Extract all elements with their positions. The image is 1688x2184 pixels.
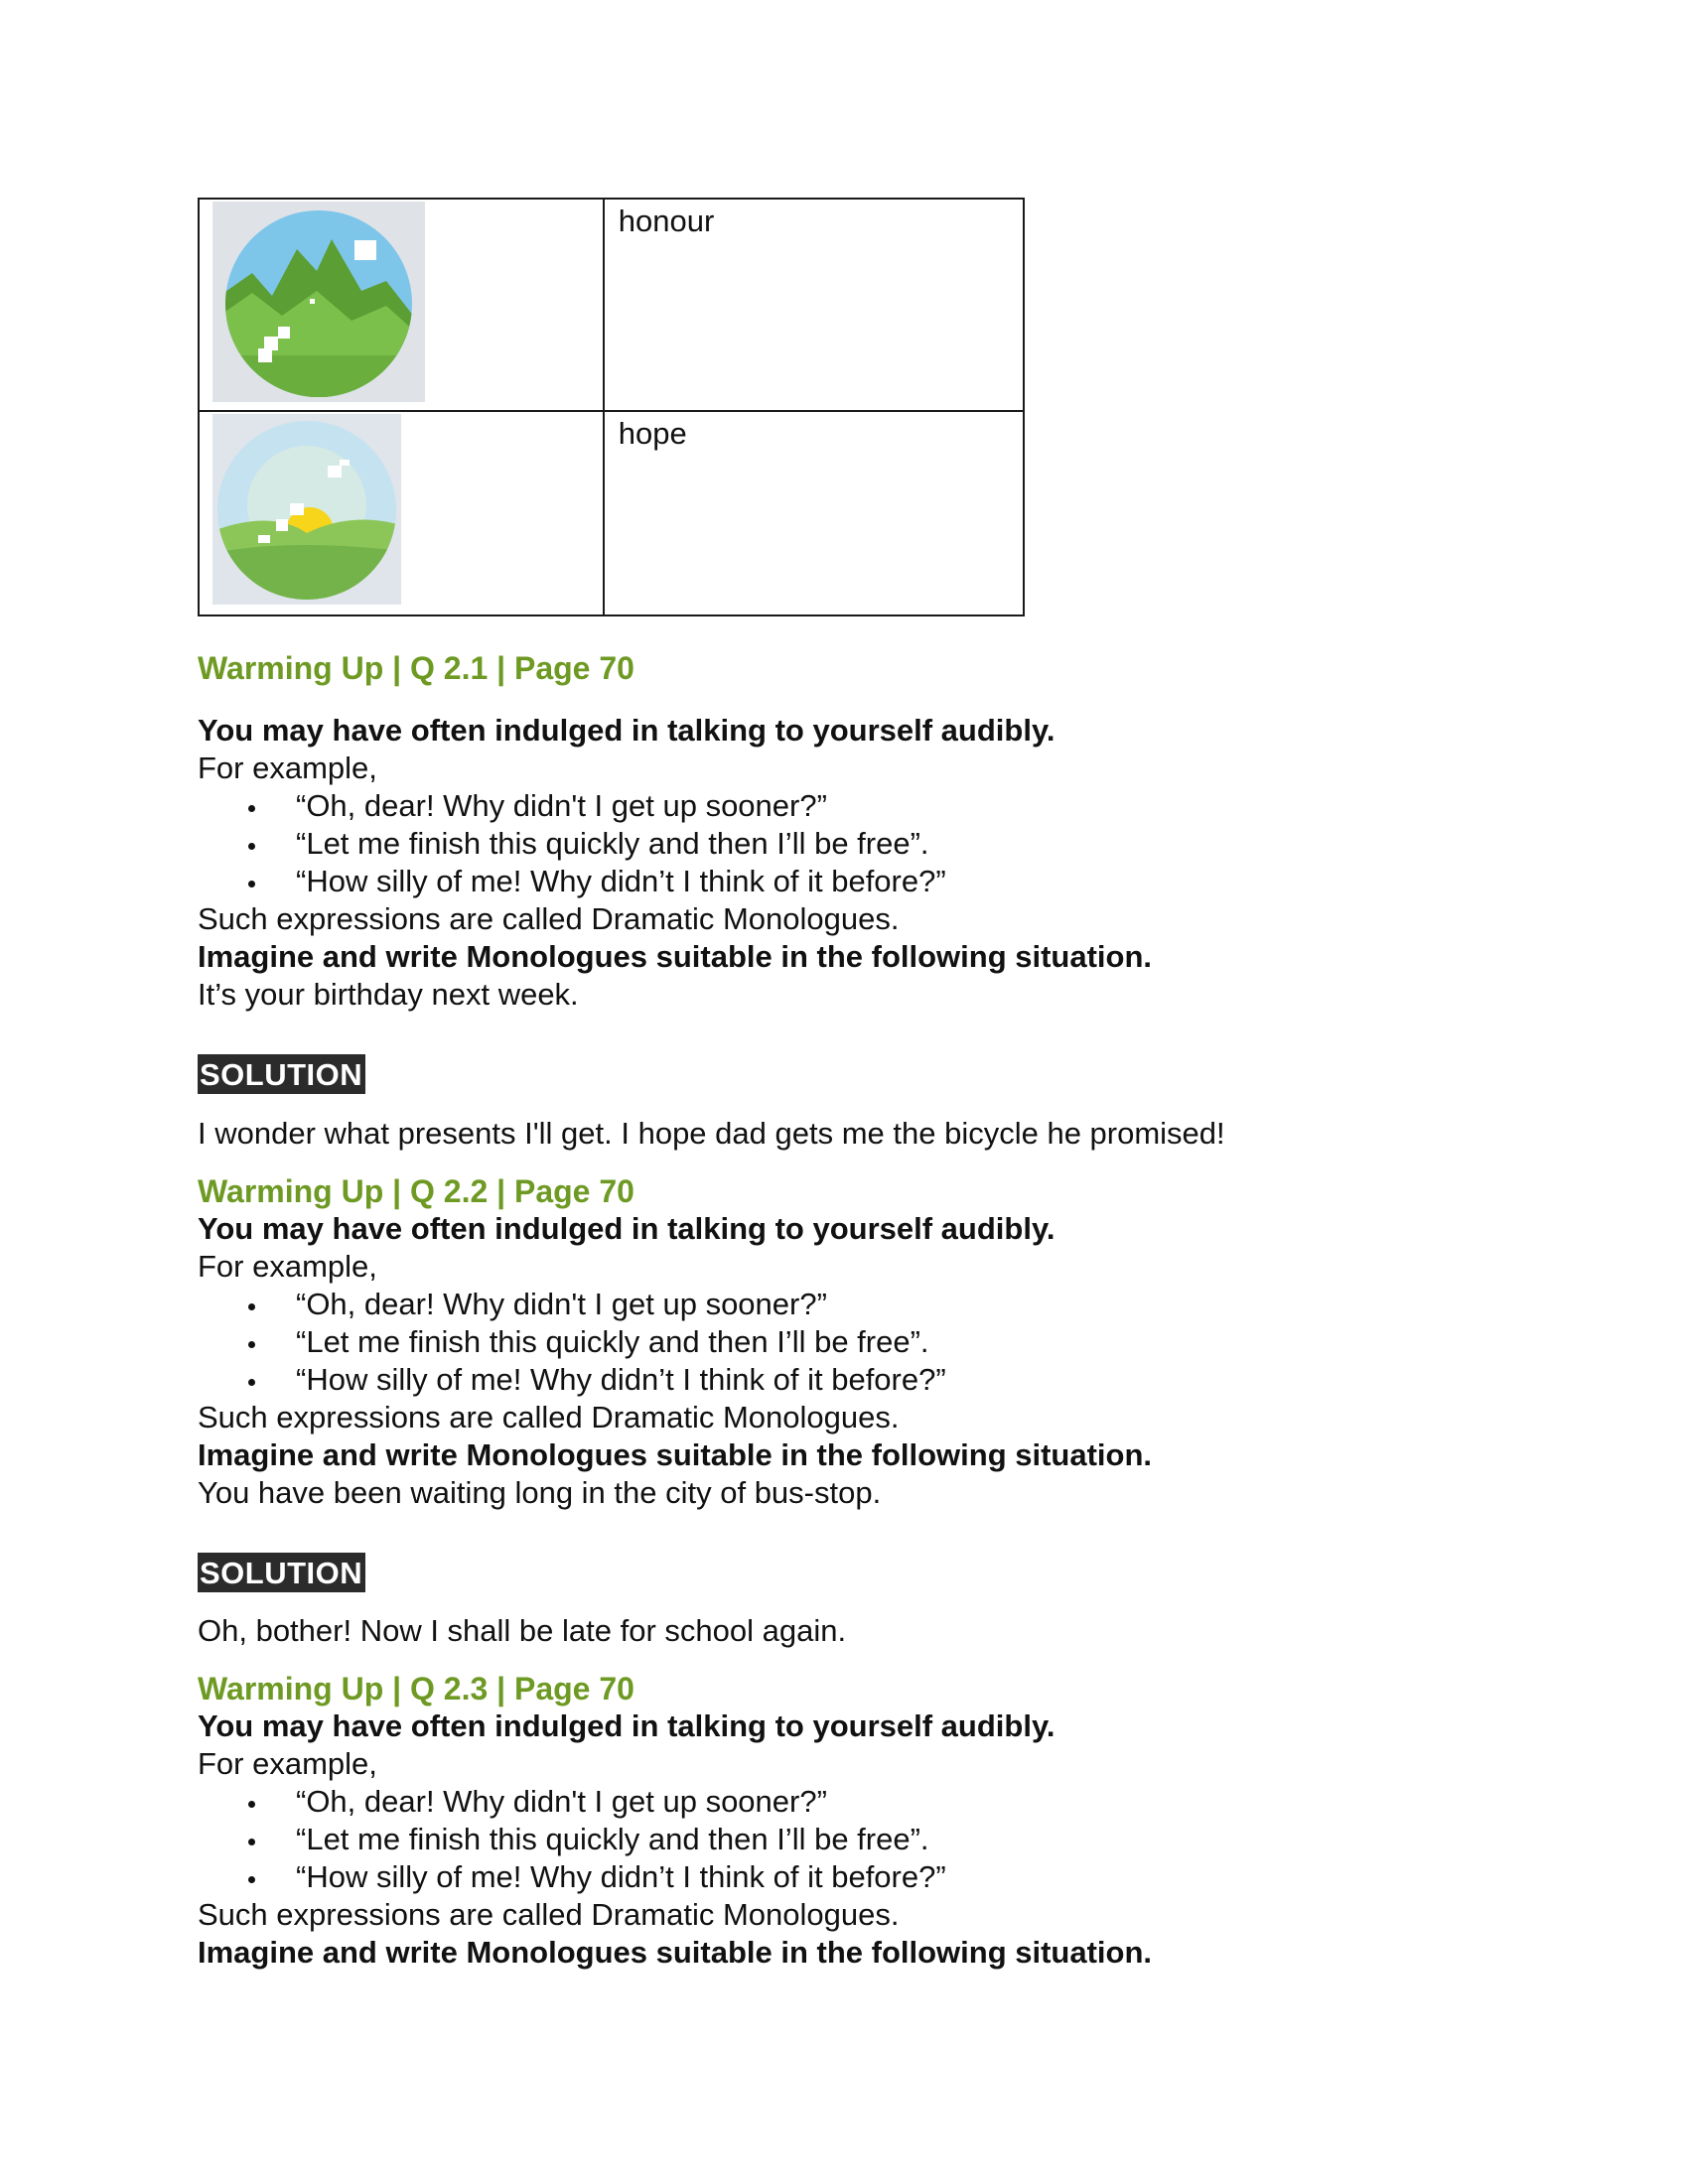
example-list xyxy=(198,787,1488,900)
list-item: “Oh, dear! Why didn't I get up sooner?” xyxy=(198,1286,1488,1323)
table-word-cell xyxy=(604,199,1024,411)
situation-text: It’s your birthday next week. xyxy=(198,977,579,1012)
table-row xyxy=(199,199,1024,411)
sunrise-hill-icon xyxy=(212,414,401,605)
question-2-2 xyxy=(198,1172,1488,1210)
question-heading: Warming Up | Q 2.3 | Page 70 xyxy=(198,1671,634,1706)
list-item: “How silly of me! Why didn’t I think of it before?” xyxy=(198,1361,1488,1399)
question-2-2-body xyxy=(198,1210,1488,1512)
for-example-label: For example, xyxy=(198,1249,377,1284)
solution-badge: SOLUTION xyxy=(198,1054,365,1094)
list-item: “Let me finish this quickly and then I’ll be free”. xyxy=(198,1323,1488,1361)
question-heading: Warming Up | Q 2.2 | Page 70 xyxy=(198,1173,634,1209)
question-2-3-body xyxy=(198,1707,1488,1972)
instruction-text: Imagine and write Monologues suitable in the following situation. xyxy=(198,939,1153,974)
list-item: “Oh, dear! Why didn't I get up sooner?” xyxy=(198,787,1488,825)
question-intro: You may have often indulged in talking to yourself audibly. xyxy=(198,713,1055,748)
for-example-label: For example, xyxy=(198,1746,377,1781)
word-honour: honour xyxy=(618,204,715,238)
solution-2-1 xyxy=(198,1054,1488,1094)
list-item: “Oh, dear! Why didn't I get up sooner?” xyxy=(198,1783,1488,1821)
word-hope: hope xyxy=(618,416,687,451)
list-item: “Let me finish this quickly and then I’ll be free”. xyxy=(198,825,1488,863)
question-heading: Warming Up | Q 2.1 | Page 70 xyxy=(198,650,634,686)
instruction-text: Imagine and write Monologues suitable in the following situation. xyxy=(198,1935,1153,1970)
list-item: “How silly of me! Why didn’t I think of it before?” xyxy=(198,1858,1488,1896)
solution-text: Oh, bother! Now I shall be late for school again. xyxy=(198,1613,847,1648)
solution-badge: SOLUTION xyxy=(198,1553,365,1592)
example-list xyxy=(198,1286,1488,1399)
question-intro: You may have often indulged in talking to yourself audibly. xyxy=(198,1211,1055,1246)
definition-text: Such expressions are called Dramatic Monologues. xyxy=(198,1897,900,1932)
mountain-peak-icon xyxy=(212,202,425,402)
table-image-cell xyxy=(199,411,604,615)
list-item: “How silly of me! Why didn’t I think of it before?” xyxy=(198,863,1488,900)
example-list xyxy=(198,1783,1488,1896)
question-intro: You may have often indulged in talking to yourself audibly. xyxy=(198,1708,1055,1743)
for-example-label: For example, xyxy=(198,751,377,785)
question-2-1-body xyxy=(198,712,1488,1014)
word-picture-table xyxy=(198,198,1025,616)
solution-2-2 xyxy=(198,1553,1488,1592)
table-word-cell xyxy=(604,411,1024,615)
table-image-cell xyxy=(199,199,604,411)
question-2-3 xyxy=(198,1670,1488,1707)
instruction-text: Imagine and write Monologues suitable in the following situation. xyxy=(198,1437,1153,1472)
definition-text: Such expressions are called Dramatic Monologues. xyxy=(198,901,900,936)
list-item: “Let me finish this quickly and then I’ll be free”. xyxy=(198,1821,1488,1858)
solution-text: I wonder what presents I'll get. I hope dad gets me the bicycle he promised! xyxy=(198,1116,1225,1151)
situation-text: You have been waiting long in the city of bus-stop. xyxy=(198,1475,882,1510)
table-row xyxy=(199,411,1024,615)
question-2-1 xyxy=(198,649,1488,687)
definition-text: Such expressions are called Dramatic Monologues. xyxy=(198,1400,900,1434)
